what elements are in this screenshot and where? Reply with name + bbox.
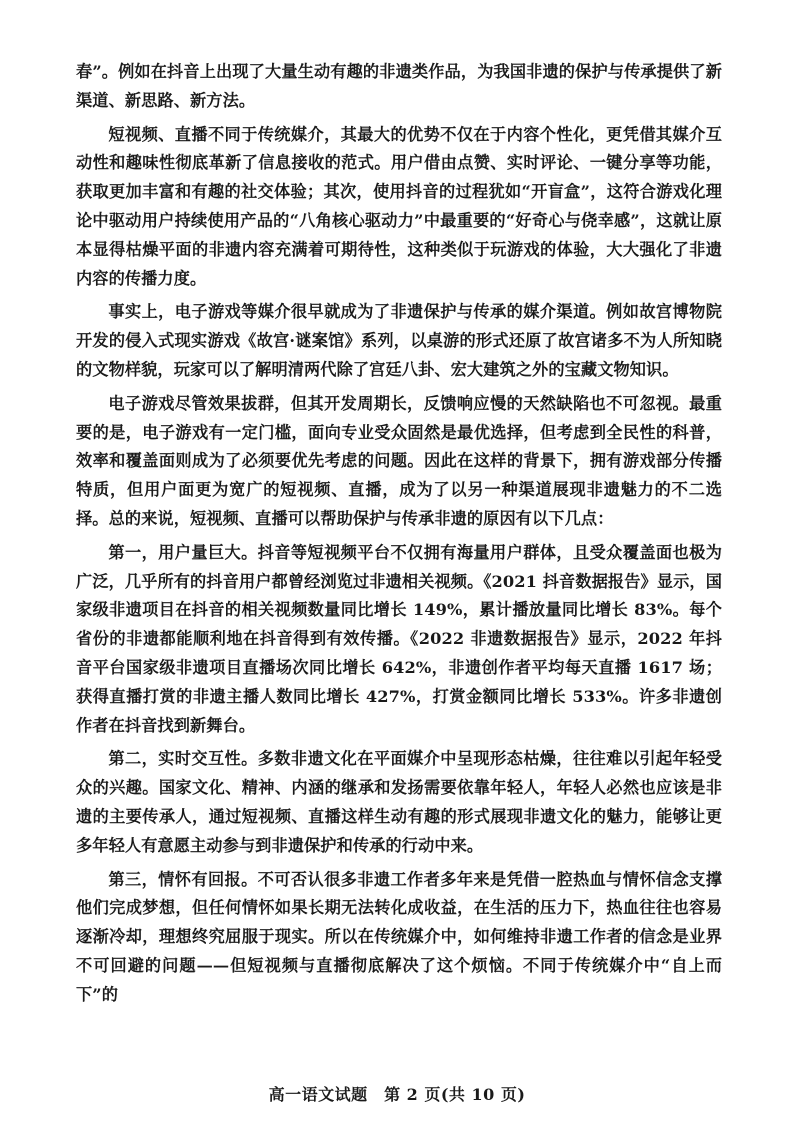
paragraph-point-one: 第一，用户量巨大。抖音等短视频平台不仅拥有海量用户群体，且受众覆盖面也极为广泛，几乎所有的抖音用户都曾经浏览过非遗相关视频。《2021 抖音数据报告》显示，国家级非遗项目在抖音的相关视频数量同比增长 149%，累计播放量同比增长 83%。每个省份的非遗都能顺利地在抖音得到有效传播。《2022 非遗数据报告》显示，2022 年抖音平台国家级非遗项目直播场次同比增长 642%，非遗创作者平均每天直播 1617 场；获得直播打赏的非遗主播人数同比增长 427%，打赏金额同比增长 533%。许多非遗创作者在抖音找到新舞台。 (76, 542, 722, 735)
paragraph-continuation: 春”。例如在抖音上出现了大量生动有趣的非遗类作品，为我国非遗的保护与传承提供了新渠道、新思路、新方法。 (76, 62, 722, 110)
paragraph-point-two: 第二，实时交互性。多数非遗文化在平面媒介中呈现形态枯燥，往往难以引起年轻受众的兴趣。国家文化、精神、内涵的继承和发扬需要依靠年轻人，年轻人必然也应该是非遗的主要传承人，通过短视频、直播这样生动有趣的形式展现非遗文化的魅力，能够让更多年轻人有意愿主动参与到非遗保护和传承的行动中来。 (76, 749, 722, 855)
paragraph-electronic-games: 事实上，电子游戏等媒介很早就成为了非遗保护与传承的媒介渠道。例如故宫博物院开发的侵入式现实游戏《故宫·谜案馆》系列，以桌游的形式还原了故宫诸多不为人所知晓的文物样貌，玩家可以了解明清两代除了宫廷八卦、宏大建筑之外的宝藏文物知识。 (76, 302, 722, 379)
paragraph-point-three: 第三，情怀有回报。不可否认很多非遗工作者多年来是凭借一腔热血与情怀信念支撑他们完成梦想，但任何情怀如果长期无法转化成收益，在生活的压力下，热血往往也容易逐渐冷却，理想终究屈服于现实。所以在传统媒介中，如何维持非遗工作者的信念是业界不可回避的问题——但短视频与直播彻底解决了这个烦恼。不同于传统媒介中“自上而下”的 (76, 869, 722, 1004)
document-body (76, 58, 722, 1010)
paragraph-game-limitations: 电子游戏尽管效果拔群，但其开发周期长，反馈响应慢的天然缺陷也不可忽视。最重要的是，电子游戏有一定门槛，面向专业受众固然是最优选择，但考虑到全民性的科普，效率和覆盖面则成为了必须要优先考虑的问题。因此在这样的背景下，拥有游戏部分传播特质，但用户面更为宽广的短视频、直播，成为了以另一种渠道展现非遗魅力的不二选择。总的来说，短视频、直播可以帮助保护与传承非遗的原因有以下几点： (76, 393, 722, 528)
paragraph-short-video-advantages: 短视频、直播不同于传统媒介，其最大的优势不仅在于内容个性化，更凭借其媒介互动性和趣味性彻底革新了信息接收的范式。用户借由点赞、实时评论、一键分享等功能，获取更加丰富和有趣的社交体验；其次，使用抖音的过程犹如“开盲盒”，这符合游戏化理论中驱动用户持续使用产品的“八角核心驱动力”中最重要的“好奇心与侥幸感”，这就让原本显得枯燥平面的非遗内容充满着可期待性，这种类似于玩游戏的体验，大大强化了非遗内容的传播力度。 (76, 124, 722, 288)
page-footer: 高一语文试题 第 2 页(共 10 页) (268, 1085, 526, 1104)
